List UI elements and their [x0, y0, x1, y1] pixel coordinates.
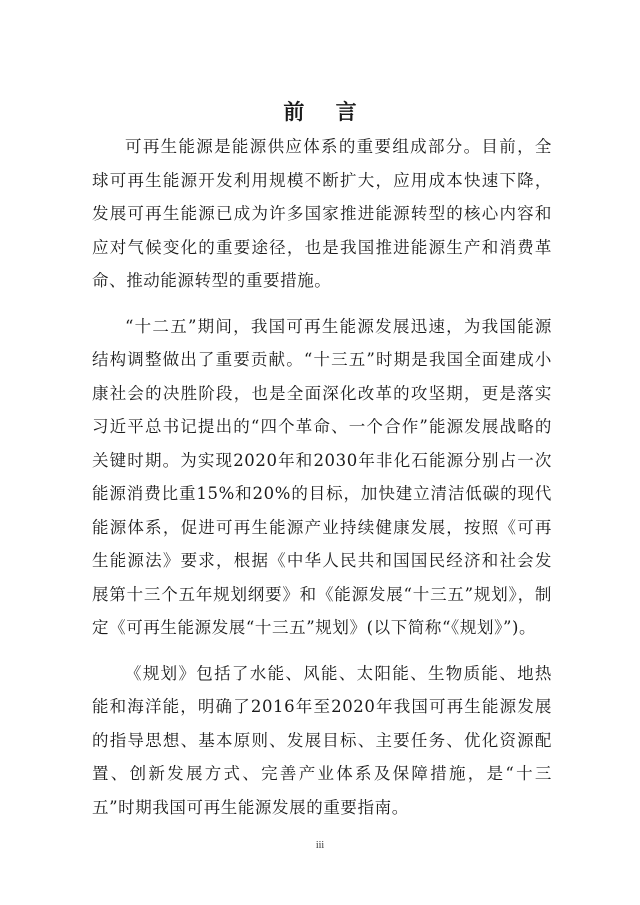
paragraph-3: 《规划》包括了水能、风能、太阳能、生物质能、地热能和海洋能，明确了2016年至2020年我国可再生能源发展的指导思想、基本原则、发展目标、主要任务、优化资源配置、创新发展方式、完善产业体系及保障措施，是“十三五”时期我国可再生能源发展的重要指南。	[92, 663, 552, 817]
paragraph-1: 可再生能源是能源供应体系的重要组成部分。目前，全球可再生能源开发利用规模不断扩大，应用成本快速下降，发展可再生能源已成为许多国家推进能源转型的核心内容和应对气候变化的重要途径，也是我国推进能源生产和消费革命、推动能源转型的重要措施。	[92, 137, 552, 290]
page-number: iii	[315, 840, 325, 851]
document-body	[92, 130, 552, 836]
page-title: 前 言	[283, 100, 369, 124]
paragraph-2: “十二五”期间，我国可再生能源发展迅速，为我国能源结构调整做出了重要贡献。“十三五”时期是我国全面建成小康社会的决胜阶段，也是全面深化改革的攻坚期，更是落实习近平总书记提出的“四个革命、一个合作”能源发展战略的关键时期。为实现2020年和2030年非化石能源分别占一次能源消费比重15%和20%的目标，加快建立清洁低碳的现代能源体系，促进可再生能源产业持续健康发展，按照《可再生能源法》要求，根据《中华人民共和国国民经济和社会发展第十三个五年规划纲要》和《能源发展“十三五”规划》，制定《可再生能源发展“十三五”规划》(以下简称“《规划》”)。	[92, 316, 552, 637]
